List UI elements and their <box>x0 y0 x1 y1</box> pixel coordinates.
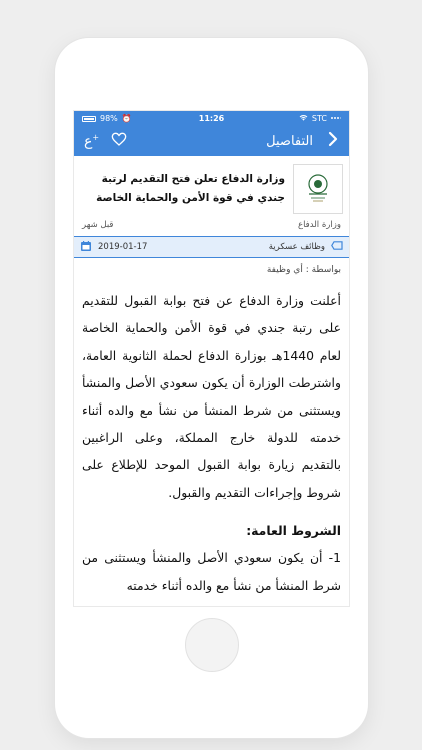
nav-right <box>266 131 339 151</box>
article-body: أعلنت وزارة الدفاع عن فتح بوابة القبول للتقديم على رتبة جندي في قوة الأمن والحماية الخاصة لعام 1440هـ بوزارة الدفاع لحملة الثانوية العامة، واشترطت الوزارة أن يكون سعودي الأصل والمنشأ ويستثنى من شرط المنشأ من نشأ مع والده أثناء خدمته للدولة خارج المملكة، وعلى الراغبين بالتقديم زيارة بوابة القبول الموحد للإطلاع على شروط وإجراءات التقديم والقبول. <box>82 293 342 500</box>
news-date: 2019-01-17 <box>98 242 148 252</box>
news-headline: وزارة الدفاع تعلن فتح التقديم لرتبة جندي في قوة الأمن والحماية الخاصة <box>96 173 285 204</box>
heart-icon[interactable] <box>111 131 127 151</box>
wifi-icon <box>299 114 308 123</box>
news-meta <box>74 216 349 236</box>
news-source: بواسطة : أي وظيفة <box>266 265 341 275</box>
news-publisher: وزارة الدفاع <box>298 220 341 230</box>
alarm-icon: ⏰ <box>121 114 132 123</box>
news-header <box>74 156 349 216</box>
tag-bar <box>74 236 349 258</box>
signal-icon <box>331 114 341 123</box>
date-group <box>80 240 147 255</box>
app-screen <box>73 110 350 607</box>
page-title: التفاصيل <box>266 133 313 148</box>
nav-bar <box>74 126 349 156</box>
status-bar <box>74 111 349 126</box>
category-group[interactable] <box>269 241 343 253</box>
conditions-text: 1- أن يكون سعودي الأصل والمنشأ ويستثنى من شرط المنشأ من نشأ مع والده أثناء خدمته <box>82 550 341 593</box>
font-size-icon[interactable]: ع+ <box>84 132 100 150</box>
battery-icon <box>82 116 96 122</box>
status-time: 11:26 <box>198 114 225 123</box>
battery-percent: 98% <box>100 114 118 123</box>
news-category[interactable]: وظائف عسكرية <box>268 242 325 252</box>
ministry-logo <box>293 164 343 214</box>
status-right <box>299 114 341 123</box>
conditions-title: الشروط العامة: <box>246 523 341 539</box>
tag-icon <box>331 241 343 253</box>
font-size-label: ع <box>84 133 93 150</box>
home-button[interactable] <box>185 618 239 672</box>
calendar-icon <box>80 240 92 255</box>
news-age: قبل شهر <box>82 220 114 230</box>
status-left <box>82 114 132 123</box>
nav-left-icons <box>84 131 127 151</box>
back-icon[interactable] <box>327 131 339 151</box>
carrier-label: STC <box>311 114 327 123</box>
